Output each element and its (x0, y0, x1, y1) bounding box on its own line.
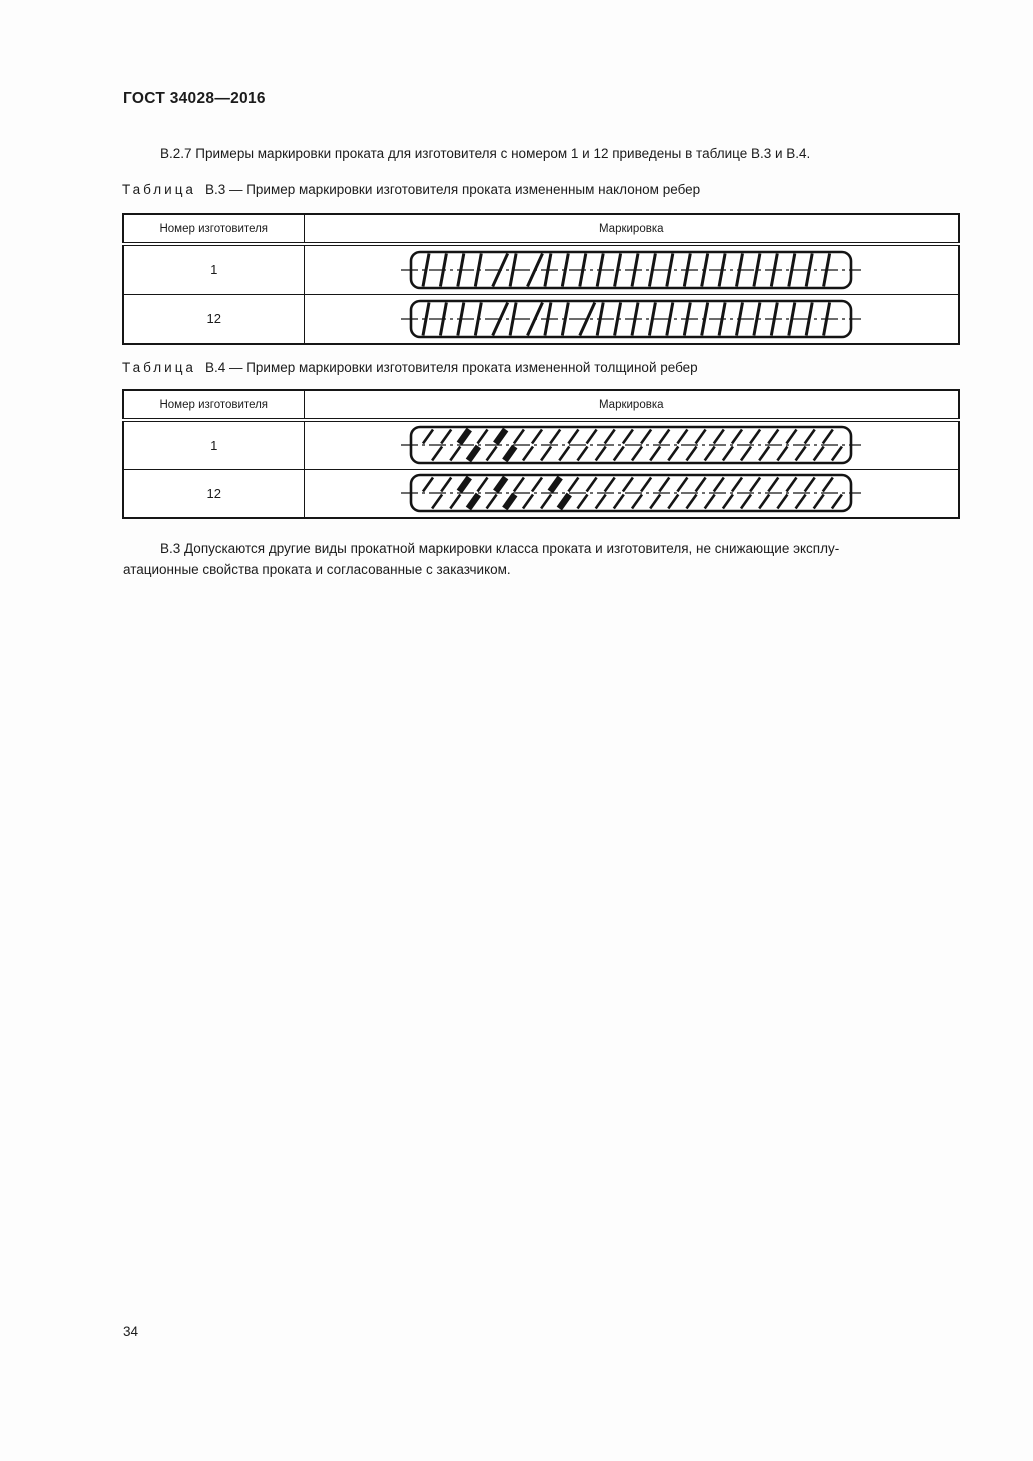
column-header-marking: Маркировка (304, 214, 959, 244)
rebar-thickened-ribs-image-12 (305, 470, 959, 518)
table-b3-caption-text: В.3 — Пример маркировки изготовителя проката измененным наклоном ребер (204, 182, 701, 197)
rebar-inclined-ribs-image-12 (305, 295, 959, 344)
paragraph-b27: В.2.7 Примеры маркировки проката для изготовителя с номером 1 и 12 приведены в таблице В.3 и В.4. (160, 146, 811, 161)
table-row (123, 294, 959, 344)
table-b4-caption-word: Таблица (122, 360, 196, 375)
column-header-manufacturer-number: Номер изготовителя (123, 214, 304, 244)
table-row (123, 469, 959, 518)
marking-cell (304, 469, 959, 518)
document-header: ГОСТ 34028—2016 (123, 90, 266, 107)
rebar-thickened-ribs-image-1 (305, 422, 959, 469)
table-b3-caption-word: Таблица (122, 182, 196, 197)
rebar-inclined-ribs-image-1 (305, 246, 959, 294)
manufacturer-number-cell: 1 (123, 244, 304, 294)
table-b3-header-row (123, 214, 959, 244)
table-b4-caption (122, 360, 698, 375)
paragraph-b3 (123, 538, 968, 580)
column-header-manufacturer-number: Номер изготовителя (123, 390, 304, 420)
table-b4-header-row (123, 390, 959, 420)
paragraph-b3-line2: атационные свойства проката и согласованные с заказчиком. (123, 562, 511, 577)
marking-cell (304, 294, 959, 344)
table-b3-caption (122, 182, 700, 197)
page-number: 34 (123, 1324, 139, 1339)
table-row (123, 244, 959, 294)
manufacturer-number-cell: 1 (123, 420, 304, 469)
marking-cell (304, 244, 959, 294)
column-header-marking: Маркировка (304, 390, 959, 420)
table-b4 (122, 389, 960, 519)
manufacturer-number-cell: 12 (123, 294, 304, 344)
marking-cell (304, 420, 959, 469)
manufacturer-number-cell: 12 (123, 469, 304, 518)
table-b4-caption-text: В.4 — Пример маркировки изготовителя проката измененной толщиной ребер (204, 360, 698, 375)
table-row (123, 420, 959, 469)
table-b3 (122, 213, 960, 345)
paragraph-b3-line1: В.3 Допускаются другие виды прокатной маркировки класса проката и изготовителя, не снижающие эксплу- (160, 541, 840, 556)
